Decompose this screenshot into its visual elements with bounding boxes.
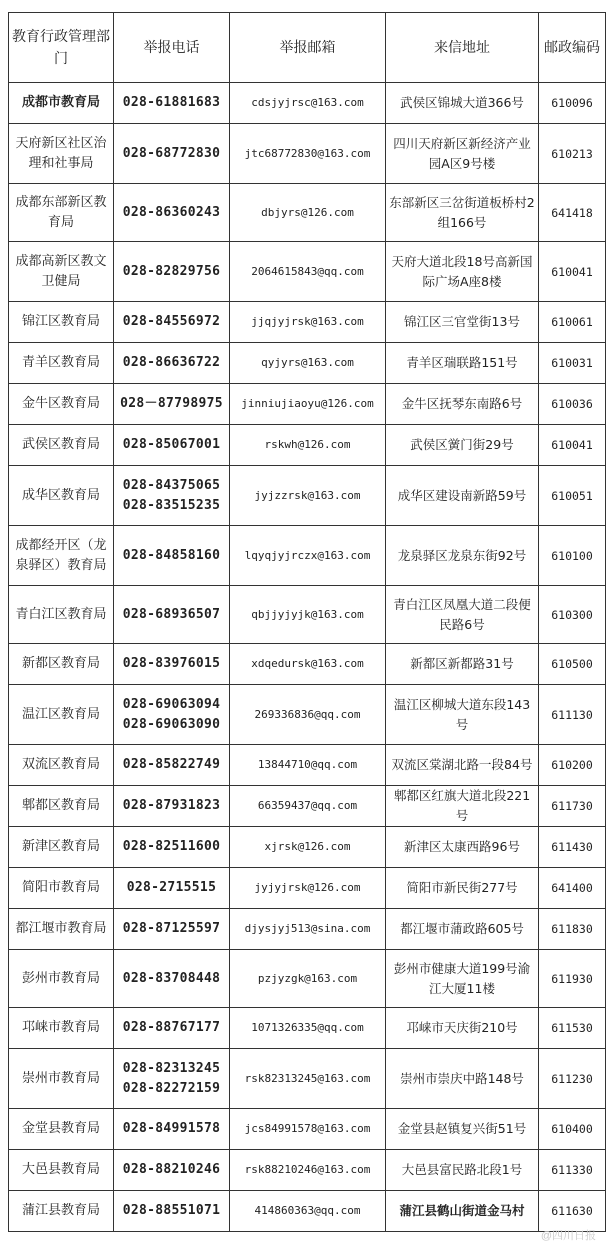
phone-cell-text-secondary: 028-82272159 (122, 1080, 221, 1096)
email-cell-text: 1071326335@qq.com (251, 1021, 364, 1034)
table-row (9, 184, 606, 242)
email-cell-text: jyjzzrsk@163.com (254, 488, 361, 502)
address-cell-text: 新津区太康西路96号 (404, 839, 520, 854)
address-cell-text: 金堂县赵镇复兴街51号 (397, 1121, 527, 1136)
phone-cell (114, 644, 230, 685)
dept-cell-text: 新津区教育局 (21, 839, 100, 854)
email-cell (230, 745, 386, 786)
header-phone: 举报电话 (114, 13, 230, 83)
email-cell (230, 343, 386, 384)
dept-cell-text: 青白江区教育局 (15, 606, 107, 622)
phone-cell-text: 028-88551071 (122, 1203, 221, 1218)
table-row (9, 745, 606, 786)
email-cell (230, 1109, 386, 1150)
phone-cell (114, 1191, 230, 1232)
table-row (9, 343, 606, 384)
dept-cell-text: 成都市教育局 (21, 95, 100, 110)
zip-cell-text: 641418 (551, 205, 593, 220)
email-cell-text: xdqedursk@163.com (251, 657, 364, 670)
address-cell (386, 644, 539, 685)
phone-cell-text: 028-86360243 (122, 204, 221, 220)
address-cell-text: 都江堰市蒲政路605号 (400, 921, 524, 936)
email-cell-text: jjqjyjrsk@163.com (251, 315, 364, 328)
dept-cell (9, 827, 114, 868)
address-cell (386, 1008, 539, 1049)
phone-cell-text: 028-85067001 (122, 437, 221, 452)
zip-cell-text: 610200 (551, 758, 593, 772)
email-cell-text: cdsjyjrsc@163.com (251, 96, 364, 109)
zip-cell (539, 425, 606, 466)
email-cell-text: 2064615843@qq.com (251, 264, 364, 278)
phone-cell-text: 028-84556972 (122, 314, 221, 329)
address-cell-text: 四川天府新区新经济产业园A区9号楼 (393, 135, 531, 171)
address-cell-text: 崇州市崇庆中路148号 (400, 1070, 524, 1086)
table-row (9, 909, 606, 950)
address-cell-text: 武侯区黉门街29号 (410, 437, 514, 452)
phone-cell-text: 028-82829756 (122, 263, 221, 279)
phone-cell (114, 909, 230, 950)
zip-cell (539, 1109, 606, 1150)
dept-cell (9, 384, 114, 425)
email-cell-text: rsk82313245@163.com (244, 1071, 371, 1085)
zip-cell (539, 745, 606, 786)
zip-cell-text: 610300 (551, 607, 593, 622)
dept-cell-text: 大邑县教育局 (21, 1162, 100, 1177)
zip-cell (539, 1150, 606, 1191)
phone-cell (114, 1150, 230, 1191)
email-cell-text: rsk88210246@163.com (244, 1163, 371, 1176)
email-cell (230, 950, 386, 1008)
zip-cell-text: 610041 (551, 264, 593, 279)
dept-cell (9, 1150, 114, 1191)
table-row (9, 827, 606, 868)
email-cell (230, 1150, 386, 1191)
address-cell-text: 新都区新都路31号 (410, 656, 514, 671)
dept-cell-text: 天府新区社区治理和社事局 (15, 135, 107, 171)
dept-cell (9, 1191, 114, 1232)
dept-cell (9, 685, 114, 745)
address-cell-text: 彭州市健康大道199号渝江大厦11楼 (393, 960, 531, 996)
table-row (9, 466, 606, 526)
zip-cell (539, 466, 606, 526)
email-cell (230, 242, 386, 302)
dept-cell-text: 崇州市教育局 (21, 1070, 100, 1086)
email-cell-text: jyjyjrsk@126.com (254, 881, 361, 894)
address-cell (386, 466, 539, 526)
zip-cell-text: 610051 (551, 488, 593, 503)
address-cell-text: 东部新区三岔街道板桥村2组166号 (389, 194, 535, 230)
phone-cell-text: 028-86636722 (122, 355, 221, 370)
email-cell-text: jinniujiaoyu@126.com (241, 397, 374, 410)
address-cell (386, 745, 539, 786)
zip-cell-text: 611430 (551, 840, 593, 854)
address-cell (386, 1150, 539, 1191)
phone-cell (114, 526, 230, 586)
email-cell-text: 13844710@qq.com (257, 758, 358, 771)
table-row (9, 586, 606, 644)
email-cell (230, 184, 386, 242)
address-cell (386, 1049, 539, 1109)
zip-cell-text: 611930 (551, 971, 593, 986)
zip-cell-text: 611330 (551, 1163, 593, 1177)
phone-cell (114, 685, 230, 745)
address-cell-text: 蒲江县鹤山街道金马村 (399, 1203, 525, 1218)
dept-cell (9, 950, 114, 1008)
zip-cell-text: 610400 (551, 1122, 593, 1136)
dept-cell-text: 金堂县教育局 (21, 1121, 100, 1136)
zip-cell (539, 868, 606, 909)
phone-cell-text: 028-68772830 (122, 145, 221, 161)
email-cell-text: jcs84991578@163.com (244, 1122, 371, 1135)
email-cell-text: jtc68772830@163.com (244, 146, 371, 160)
zip-cell (539, 384, 606, 425)
table-row (9, 302, 606, 343)
dept-cell (9, 909, 114, 950)
table-row (9, 124, 606, 184)
dept-cell-text: 邛崃市教育局 (21, 1020, 100, 1035)
table-row (9, 1150, 606, 1191)
email-cell-text: 66359437@qq.com (257, 799, 358, 812)
email-cell-text: djysjyj513@sina.com (244, 922, 371, 935)
address-cell (386, 909, 539, 950)
dept-cell (9, 184, 114, 242)
zip-cell (539, 1049, 606, 1109)
phone-cell (114, 425, 230, 466)
phone-cell (114, 384, 230, 425)
email-cell (230, 827, 386, 868)
dept-cell (9, 786, 114, 827)
email-cell-text: 269336836@qq.com (254, 707, 361, 721)
table-row (9, 526, 606, 586)
phone-cell (114, 302, 230, 343)
zip-cell-text: 611230 (551, 1071, 593, 1086)
phone-cell-text: 028-84375065 (122, 477, 221, 493)
address-cell-text: 金牛区抚琴东南路6号 (401, 396, 523, 411)
zip-cell-text: 610061 (551, 315, 593, 329)
zip-cell-text: 610100 (551, 548, 593, 563)
phone-cell (114, 868, 230, 909)
email-cell (230, 83, 386, 124)
table-row (9, 1049, 606, 1109)
zip-cell-text: 611130 (551, 707, 593, 722)
email-cell-text: qyjyrs@163.com (261, 356, 354, 369)
email-cell (230, 685, 386, 745)
dept-cell-text: 都江堰市教育局 (15, 921, 107, 936)
zip-cell (539, 685, 606, 745)
email-cell-text: pzjyzgk@163.com (257, 971, 358, 985)
dept-cell (9, 466, 114, 526)
zip-cell (539, 526, 606, 586)
email-cell (230, 868, 386, 909)
address-cell-text: 简阳市新民街277号 (406, 880, 518, 895)
address-cell (386, 184, 539, 242)
dept-cell (9, 1049, 114, 1109)
address-cell (386, 586, 539, 644)
phone-cell (114, 83, 230, 124)
header-zip: 邮政编码 (539, 13, 606, 83)
zip-cell (539, 184, 606, 242)
table-row (9, 425, 606, 466)
dept-cell (9, 83, 114, 124)
zip-cell-text: 611530 (551, 1021, 593, 1035)
dept-cell (9, 124, 114, 184)
email-cell (230, 425, 386, 466)
address-cell (386, 425, 539, 466)
phone-cell (114, 124, 230, 184)
address-cell (386, 384, 539, 425)
email-cell (230, 644, 386, 685)
address-cell (386, 83, 539, 124)
email-cell (230, 786, 386, 827)
table-row (9, 786, 606, 827)
phone-cell-text: 028-84991578 (122, 1121, 221, 1136)
email-cell-text: 414860363@qq.com (254, 1204, 361, 1217)
dept-cell-text: 武侯区教育局 (21, 437, 100, 452)
phone-cell-text: 028-88767177 (122, 1020, 221, 1035)
address-cell-text: 郫都区红旗大道北段221号 (393, 788, 531, 823)
phone-cell-text: 028－87798975 (120, 396, 223, 411)
dept-cell (9, 586, 114, 644)
dept-cell (9, 644, 114, 685)
phone-cell-text: 028-85822749 (122, 757, 221, 772)
address-cell-text: 双流区棠湖北路一段84号 (391, 757, 533, 772)
zip-cell (539, 343, 606, 384)
phone-cell (114, 1049, 230, 1109)
phone-cell-text: 028-68936507 (122, 606, 221, 622)
address-cell-text: 青白江区凤凰大道二段便民路6号 (393, 596, 531, 632)
phone-cell-text: 028-83976015 (122, 656, 221, 671)
dept-cell (9, 745, 114, 786)
address-cell (386, 124, 539, 184)
watermark: @四川日报 (540, 1230, 596, 1242)
address-cell-text: 锦江区三官堂街13号 (404, 314, 520, 329)
phone-cell-text: 028-82511600 (122, 839, 221, 854)
dept-cell (9, 242, 114, 302)
dept-cell (9, 425, 114, 466)
contact-table (8, 12, 606, 1232)
address-cell-text: 龙泉驿区龙泉东街92号 (397, 547, 527, 563)
header-email: 举报邮箱 (230, 13, 386, 83)
address-cell (386, 242, 539, 302)
table-row (9, 384, 606, 425)
zip-cell (539, 827, 606, 868)
table-row (9, 242, 606, 302)
dept-cell (9, 1109, 114, 1150)
zip-cell (539, 83, 606, 124)
dept-cell-text: 简阳市教育局 (21, 880, 100, 895)
header-dept: 教育行政管理部门 (9, 13, 114, 83)
address-cell (386, 786, 539, 827)
address-cell-text: 成华区建设南新路59号 (397, 487, 527, 503)
email-cell (230, 586, 386, 644)
header-row (9, 13, 606, 83)
phone-cell (114, 786, 230, 827)
phone-cell-text: 028-61881683 (122, 95, 221, 110)
address-cell-text: 青羊区瑞联路151号 (406, 355, 518, 370)
phone-cell (114, 586, 230, 644)
dept-cell (9, 526, 114, 586)
dept-cell-text: 青羊区教育局 (21, 355, 100, 370)
zip-cell (539, 242, 606, 302)
phone-cell-text-secondary: 028-69063090 (122, 716, 221, 732)
address-cell (386, 868, 539, 909)
table-body (9, 83, 606, 1232)
table-row (9, 83, 606, 124)
zip-cell-text: 610213 (551, 146, 593, 161)
dept-cell (9, 343, 114, 384)
dept-cell-text: 蒲江县教育局 (21, 1203, 100, 1218)
address-cell-text: 天府大道北段18号高新国际广场A座8楼 (391, 253, 533, 289)
address-cell (386, 950, 539, 1008)
email-cell-text: qbjjyjyjk@163.com (251, 607, 364, 621)
email-cell-text: dbjyrs@126.com (261, 205, 354, 219)
dept-cell-text: 成都高新区教文卫健局 (15, 253, 107, 289)
dept-cell (9, 868, 114, 909)
address-cell (386, 343, 539, 384)
address-cell-text: 大邑县富民路北段1号 (401, 1162, 523, 1177)
header-address: 来信地址 (386, 13, 539, 83)
dept-cell-text: 新都区教育局 (21, 656, 100, 671)
phone-cell (114, 343, 230, 384)
phone-cell-text: 028-83708448 (122, 970, 221, 986)
email-cell-text: xjrsk@126.com (264, 840, 351, 853)
zip-cell-text: 611630 (551, 1204, 593, 1218)
zip-cell (539, 909, 606, 950)
phone-cell (114, 745, 230, 786)
dept-cell-text: 温江区教育局 (21, 706, 100, 722)
table-row (9, 1008, 606, 1049)
phone-cell-text: 028-87125597 (122, 921, 221, 936)
zip-cell (539, 786, 606, 827)
zip-cell-text: 641400 (551, 881, 593, 895)
zip-cell-text: 610041 (551, 438, 593, 452)
phone-cell-text: 028-82313245 (122, 1060, 221, 1076)
dept-cell-text: 郫都区教育局 (21, 798, 100, 813)
address-cell-text: 温江区柳城大道东段143号 (393, 696, 531, 732)
table-row (9, 1109, 606, 1150)
dept-cell-text: 双流区教育局 (21, 757, 100, 772)
address-cell-text: 武侯区锦城大道366号 (400, 95, 524, 110)
address-cell (386, 827, 539, 868)
phone-cell (114, 827, 230, 868)
dept-cell (9, 302, 114, 343)
email-cell (230, 302, 386, 343)
zip-cell (539, 124, 606, 184)
dept-cell-text: 成都东部新区教育局 (15, 194, 107, 230)
zip-cell-text: 610031 (551, 356, 593, 370)
phone-cell (114, 466, 230, 526)
email-cell (230, 1008, 386, 1049)
table-row (9, 868, 606, 909)
email-cell (230, 1049, 386, 1109)
zip-cell (539, 950, 606, 1008)
table-row (9, 685, 606, 745)
zip-cell-text: 610036 (551, 397, 593, 411)
email-cell (230, 909, 386, 950)
phone-cell-text: 028-87931823 (122, 798, 221, 813)
phone-cell (114, 242, 230, 302)
email-cell (230, 384, 386, 425)
email-cell (230, 466, 386, 526)
dept-cell (9, 1008, 114, 1049)
phone-cell (114, 1008, 230, 1049)
phone-cell (114, 1109, 230, 1150)
zip-cell (539, 1191, 606, 1232)
phone-cell-text: 028-69063094 (122, 696, 221, 712)
zip-cell (539, 644, 606, 685)
dept-cell-text: 彭州市教育局 (21, 970, 100, 986)
zip-cell-text: 610500 (551, 657, 593, 671)
address-cell (386, 302, 539, 343)
dept-cell-text: 锦江区教育局 (21, 314, 100, 329)
phone-cell-text: 028-88210246 (122, 1162, 221, 1177)
dept-cell-text: 金牛区教育局 (21, 396, 100, 411)
email-cell-text: rskwh@126.com (264, 438, 351, 451)
phone-cell-text: 028-2715515 (126, 880, 217, 895)
phone-cell (114, 184, 230, 242)
zip-cell (539, 586, 606, 644)
zip-cell (539, 1008, 606, 1049)
table-row (9, 950, 606, 1008)
dept-cell-text: 成华区教育局 (21, 487, 100, 503)
email-cell (230, 1191, 386, 1232)
address-cell (386, 1109, 539, 1150)
address-cell (386, 685, 539, 745)
email-cell (230, 124, 386, 184)
zip-cell-text: 611830 (551, 922, 593, 936)
phone-cell-text: 028-84858160 (122, 547, 221, 563)
address-cell (386, 526, 539, 586)
table-row (9, 1191, 606, 1232)
zip-cell (539, 302, 606, 343)
zip-cell-text: 611730 (551, 799, 593, 813)
address-cell-text: 邛崃市天庆街210号 (406, 1020, 518, 1035)
email-cell-text: lqyqjyjrczx@163.com (244, 548, 371, 562)
dept-cell-text: 成都经开区（龙泉驿区）教育局 (15, 537, 107, 573)
address-cell (386, 1191, 539, 1232)
table-row (9, 644, 606, 685)
phone-cell-text-secondary: 028-83515235 (122, 497, 221, 513)
email-cell (230, 526, 386, 586)
zip-cell-text: 610096 (551, 96, 593, 110)
phone-cell (114, 950, 230, 1008)
